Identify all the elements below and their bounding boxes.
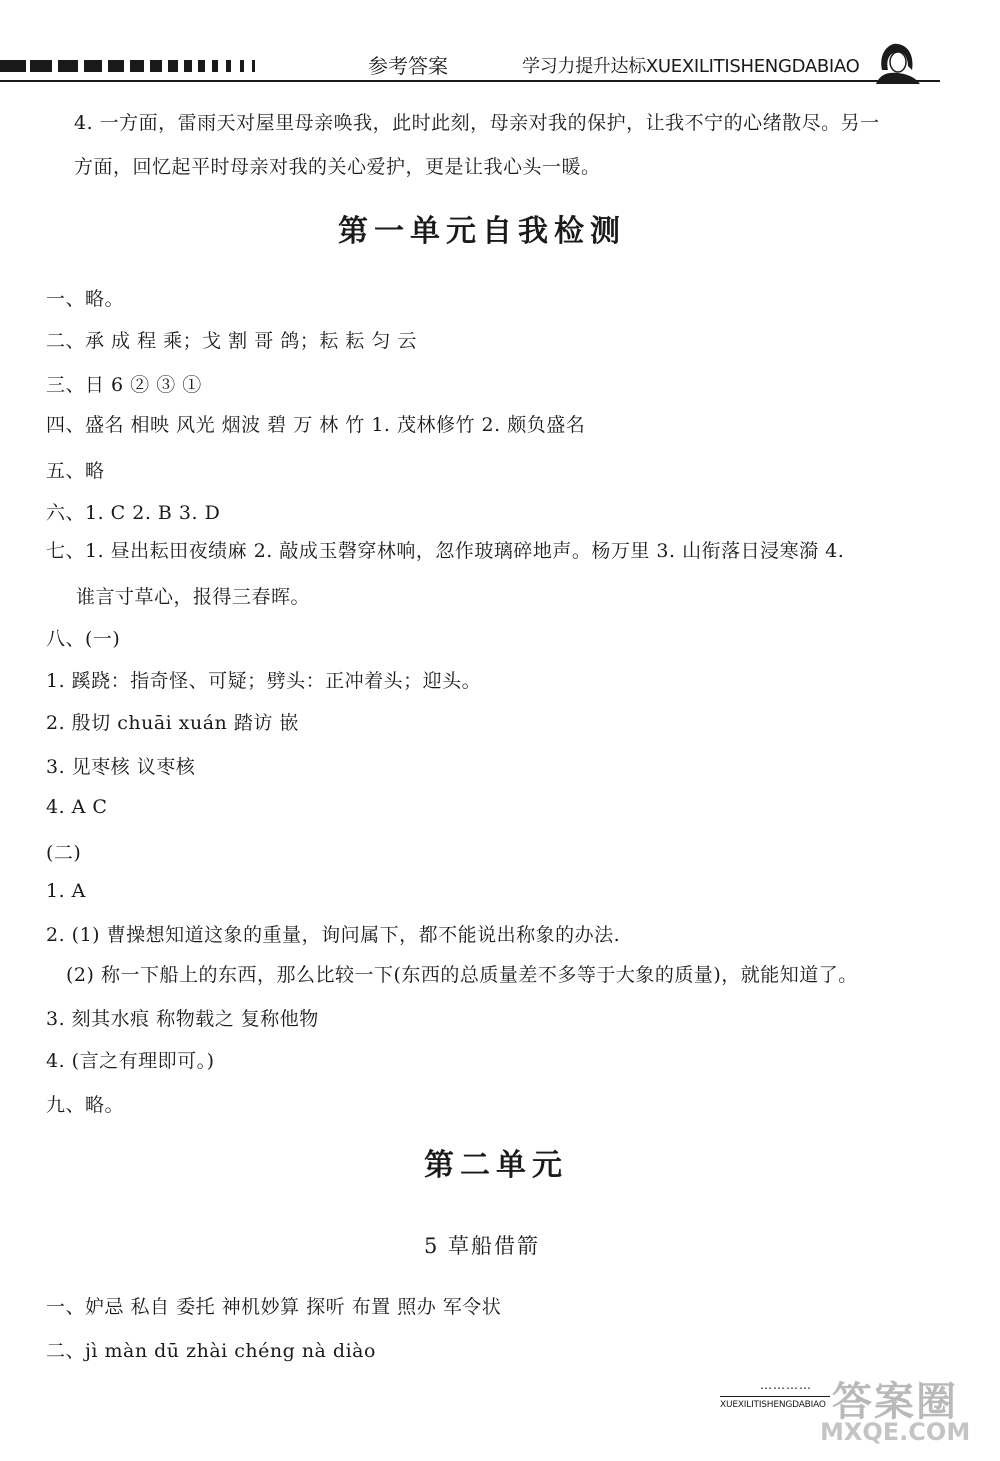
header-brand: 学习力提升达标XUEXILITISHENGDABIAO <box>522 56 860 77</box>
answer-q4: 四、盛名 相映 风光 烟波 碧 万 林 竹 1. 茂林修竹 2. 颇负盛名 <box>46 414 586 436</box>
watermark-url: MXQE.COM <box>820 1418 971 1446</box>
watermark-logo: 答案圈 <box>832 1379 958 1425</box>
answer-q8-p2-3: 3. 刻其水痕 称物载之 复称他物 <box>46 1008 319 1030</box>
dash <box>84 60 102 72</box>
unit2-heading: 第二单元 <box>424 1148 568 1183</box>
answer-q8-p2-4: 4. (言之有理即可。) <box>46 1050 215 1072</box>
answer-q8-p2-1: 1. A <box>46 880 86 902</box>
page-footer <box>720 1378 1000 1446</box>
dash <box>212 60 218 72</box>
answer-q6: 六、1. C 2. B 3. D <box>46 502 221 524</box>
dash <box>58 60 78 72</box>
lesson5-heading: 5 草船借箭 <box>424 1234 541 1258</box>
dash <box>0 60 26 72</box>
answer-q8-4: 4. A C <box>46 796 108 818</box>
student-avatar-icon <box>868 40 920 84</box>
intro-line-2: 方面，回忆起平时母亲对我的关心爱护，更是让我心头一暖。 <box>74 156 601 178</box>
answer-q7-line-1: 七、1. 昼出耘田夜绩麻 2. 敲成玉磬穿林响，忽作玻璃碎地声。杨万里 3. 山衔落日浸寒漪 4. <box>46 540 845 562</box>
answer-q3: 三、日 6 ② ③ ① <box>46 374 202 396</box>
answer-q8-p2-2a: 2. (1) 曹操想知道这象的重量，询问属下，都不能说出称象的办法. <box>46 924 621 946</box>
answer-q8-3: 3. 见枣核 议枣核 <box>46 756 196 778</box>
dash <box>252 60 255 72</box>
intro-line-1: 4. 一方面，雷雨天对屋里母亲唤我，此时此刻，母亲对我的保护，让我不宁的心绪散尽。另一 <box>74 112 880 134</box>
footer-brand: XUEXILITISHENGDABIAO <box>720 1400 826 1410</box>
dash <box>108 60 124 72</box>
lesson5-answer-q1: 一、妒忌 私自 委托 神机妙算 探听 布置 照办 军令状 <box>46 1296 502 1318</box>
dash <box>150 60 162 72</box>
footer-dots: ………… <box>760 1378 812 1392</box>
answer-q5: 五、略 <box>46 460 105 482</box>
answer-q8-p2-2b: (2) 称一下船上的东西，那么比较一下(东西的总质量差不多等于大象的质量)，就能知道了。 <box>66 964 858 986</box>
answer-q2: 二、承 成 程 乘；戈 割 哥 鸽；耘 耘 匀 云 <box>46 330 417 352</box>
dash <box>198 60 205 72</box>
answer-q7-line-2: 谁言寸草心，报得三春晖。 <box>76 586 311 608</box>
answer-q8: 八、(一) <box>46 628 121 650</box>
dash <box>130 60 144 72</box>
answer-q8-2: 2. 殷切 chuāi xuán 踏访 嵌 <box>46 712 299 734</box>
dash <box>226 60 231 72</box>
lesson5-answer-q2: 二、jì màn dū zhài chéng nà diào <box>46 1340 376 1362</box>
answer-q1: 一、略。 <box>46 288 125 310</box>
answer-q9: 九、略。 <box>46 1094 125 1116</box>
footer-rule <box>720 1396 830 1397</box>
dash <box>240 60 244 72</box>
header-rule <box>0 80 940 82</box>
dash <box>168 60 178 72</box>
dash <box>30 60 52 72</box>
dash <box>184 60 192 72</box>
header-title: 参考答案 <box>368 54 448 78</box>
page-header <box>0 40 1000 100</box>
answer-q8-part-2: (二) <box>46 842 82 864</box>
answer-q8-1: 1. 蹊跷：指奇怪、可疑；劈头：正冲着头；迎头。 <box>46 670 482 692</box>
unit1-heading: 第一单元自我检测 <box>338 214 626 249</box>
